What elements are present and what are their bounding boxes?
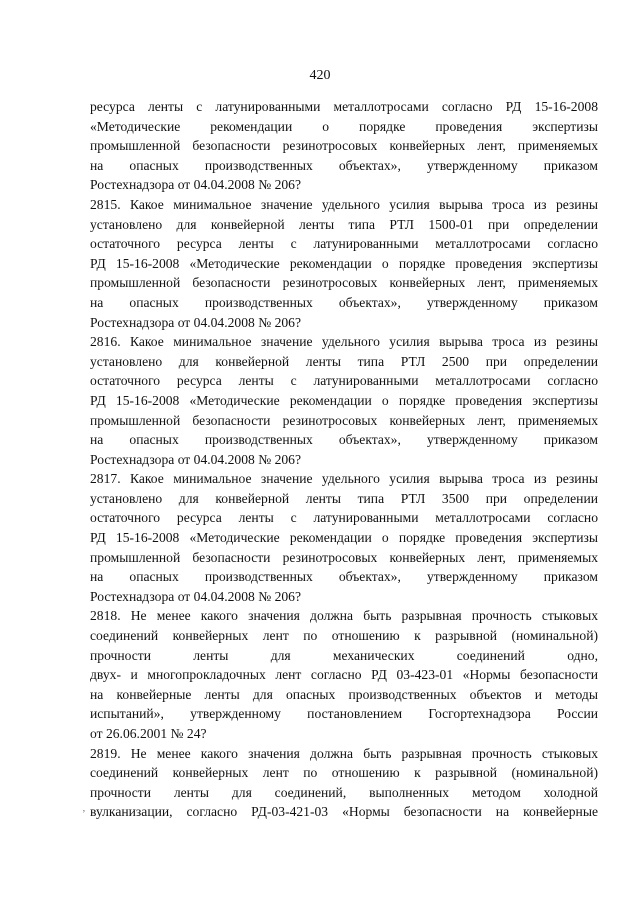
page-number: 420 [309,68,331,83]
text-line: РД 15-16-2008 «Методические рекомендации о порядке проведения экспертизы [90,255,598,271]
text-line: ресурса ленты с латунированными металлотросами согласно РД 15-16-2008 [90,99,598,114]
text-line: Ростехнадзора от 04.04.2008 № 206? [90,177,302,193]
document-body [90,97,598,822]
text-line: Ростехнадзора от 04.04.2008 № 206? [90,451,302,467]
text-line: Ростехнадзора от 04.04.2008 № 206? [90,588,302,604]
text-line: остаточного ресурса ленты с латунированными металлотросами согласно [90,236,598,252]
text-line: испытаний», утвержденному постановлением Госгортехнадзора России [90,706,598,722]
text-line: на конвейерные ленты для опасных производственных объектов и методы [90,686,598,702]
text-line: установлено для конвейерной ленты типа РТЛ 3500 при определении [90,490,598,506]
text-line: двух- и многопрокладочных лент согласно РД 03-423-01 «Нормы безопасности [90,667,598,683]
text-line: 2816. Какое минимальное значение удельного усилия вырыва троса из резины [90,334,598,350]
text-line: от 26.06.2001 № 24? [90,726,207,741]
text-line: промышленной безопасности резинотросовых конвейерных лент, применяемых [90,412,598,428]
text-line: остаточного ресурса ленты с латунированными металлотросами согласно [90,373,598,389]
text-line: прочности ленты для механических соединений одно, [90,647,598,663]
scan-mark: ‚ [82,802,86,814]
text-line: 2819. Не менее какого значения должна быть разрывная прочность стыковых [90,745,598,761]
text-line: 2818. Не менее какого значения должна быть разрывная прочность стыковых [90,608,598,624]
text-line: прочности ленты для соединений, выполненных методом холодной [90,784,598,800]
text-line: установлено для конвейерной ленты типа РТЛ 1500-01 при определении [90,216,598,232]
text-line: 2815. Какое минимальное значение удельного усилия вырыва троса из резины [90,196,598,212]
text-line: остаточного ресурса ленты с латунированными металлотросами согласно [90,510,598,526]
text-line: на опасных производственных объектах», утвержденному приказом [90,294,598,310]
text-line: на опасных производственных объектах», утвержденному приказом [90,569,598,585]
text-line: соединений конвейерных лент по отношению к разрывной (номинальной) [90,628,598,644]
text-line: промышленной безопасности резинотросовых конвейерных лент, применяемых [90,275,598,291]
text-line: соединений конвейерных лент по отношению к разрывной (номинальной) [90,765,598,781]
text-line: промышленной безопасности резинотросовых конвейерных лент, применяемых [90,549,598,565]
text-line: «Методические рекомендации о порядке проведения экспертизы [90,118,598,134]
text-line: на опасных производственных объектах», утвержденному приказом [90,432,598,448]
text-line: установлено для конвейерной ленты типа РТЛ 2500 при определении [90,353,598,369]
text-line: РД 15-16-2008 «Методические рекомендации о порядке проведения экспертизы [90,392,598,408]
text-line: РД 15-16-2008 «Методические рекомендации о порядке проведения экспертизы [90,530,598,546]
text-line: промышленной безопасности резинотросовых конвейерных лент, применяемых [90,138,598,154]
text-line: Ростехнадзора от 04.04.2008 № 206? [90,314,302,330]
text-line: 2817. Какое минимальное значение удельного усилия вырыва троса из резины [90,471,598,487]
text-line: на опасных производственных объектах», утвержденному приказом [90,157,598,173]
text-line: вулканизации, согласно РД-03-421-03 «Нормы безопасности на конвейерные [90,804,598,820]
